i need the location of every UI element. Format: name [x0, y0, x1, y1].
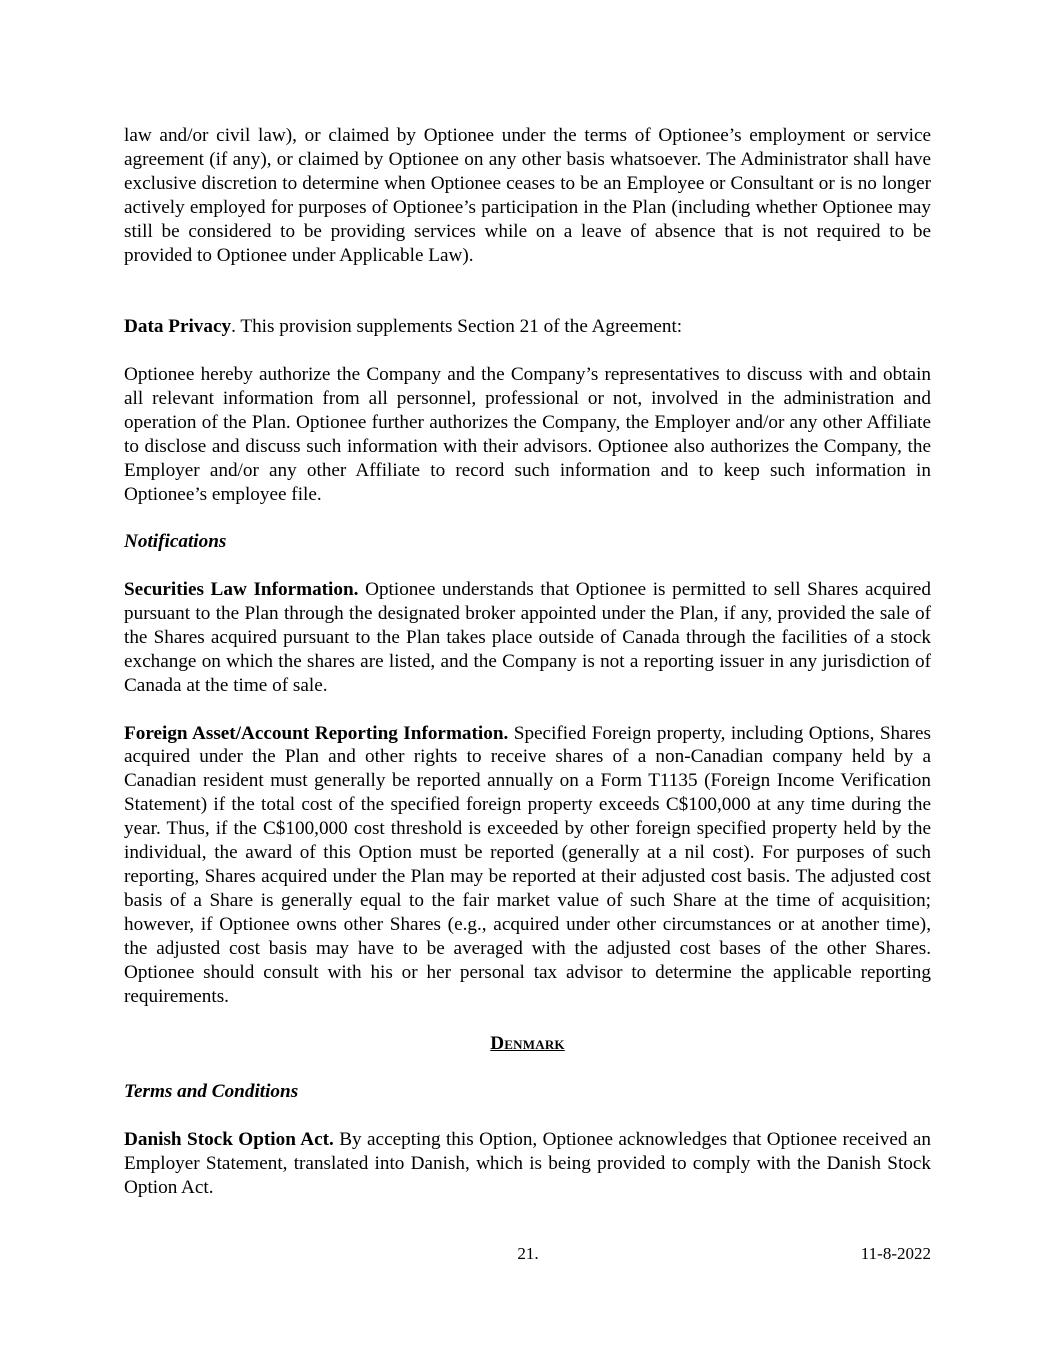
data-privacy-body: Optionee hereby authorize the Company and the Company’s representatives to discuss with and obtain all relevant information from all personnel, professional or not, involved in the administration and operation of the Plan. Optionee further authorizes the Company, the Employer and/or any other Affiliate to disclose and discuss such information with their advisors. Optionee also authorizes the Company, the Employer and/or any other Affiliate to record such information and to keep such information in Optionee’s employee file. — [124, 364, 931, 505]
foreign-asset-label: Foreign Asset/Account Reporting Information. — [124, 722, 509, 744]
page-number: 21. — [517, 1244, 539, 1263]
terms-heading: Terms and Conditions — [124, 1081, 299, 1103]
foreign-asset-text: Specified Foreign property, including Options, Shares acquired under the Plan and other rights to receive shares of a non-Canadian company held by a Canadian resident must generally be reported annually on a Form T1135 (Foreign Income Verification Statement) if the total cost of the specified foreign property exceeds C$100,000 at any time during the year. Thus, if the C$100,000 cost threshold is exceeded by other foreign specified property held by the individual, the award of this Option must be reported (generally at a nil cost). For purposes of such reporting, Shares acquired under the Plan may be reported at their adjusted cost basis. The adjusted cost basis of a Share is generally equal to the fair market value of such Share at the time of acquisition; however, if Optionee owns other Shares (e.g., acquired under other circumstances or at another time), the adjusted cost basis may have to be averaged with the adjusted cost bases of the other Shares. Optionee should consult with his or her personal tax advisor to determine the applicable reporting requirements. — [124, 722, 931, 1007]
securities-law-label: Securities Law Information. — [124, 579, 359, 601]
page-footer — [0, 1242, 1055, 1266]
notifications-heading: Notifications — [124, 531, 227, 553]
securities-law-paragraph — [124, 578, 931, 698]
footer-date: 11-8-2022 — [860, 1244, 931, 1263]
foreign-asset-paragraph — [124, 722, 931, 1009]
data-privacy-text: . This provision supplements Section 21 of the Agreement: — [231, 316, 683, 338]
data-privacy-label: Data Privacy — [124, 316, 232, 338]
country-heading: Denmark — [490, 1033, 565, 1055]
document-body — [124, 124, 931, 1200]
danish-act-paragraph — [124, 1128, 931, 1200]
securities-law-text: Optionee understands that Optionee is permitted to sell Shares acquired pursuant to the Plan through the designated broker appointed under the Plan, if any, provided the sale of the Shares acquired pursuant to the Plan takes place outside of Canada through the facilities of a stock exchange on which the shares are listed, and the Company is not a reporting issuer in any jurisdiction of Canada at the time of sale. — [124, 579, 931, 696]
data-privacy-paragraph — [124, 315, 931, 339]
continuation-paragraph: law and/or civil law), or claimed by Optionee under the terms of Optionee’s employment or service agreement (if any), or claimed by Optionee on any other basis whatsoever. The Administrator shall have exclusive discretion to determine when Optionee ceases to be an Employee or Consultant or is no longer actively employed for purposes of Optionee’s participation in the Plan (including whether Optionee may still be considered to be providing services while on a leave of absence that is not required to be provided to Optionee under Applicable Law). — [124, 125, 931, 266]
danish-act-label: Danish Stock Option Act. — [124, 1128, 334, 1150]
danish-act-text: By accepting this Option, Optionee acknowledges that Optionee received an Employer Statement, translated into Danish, which is being provided to comply with the Danish Stock Option Act. — [124, 1128, 931, 1198]
